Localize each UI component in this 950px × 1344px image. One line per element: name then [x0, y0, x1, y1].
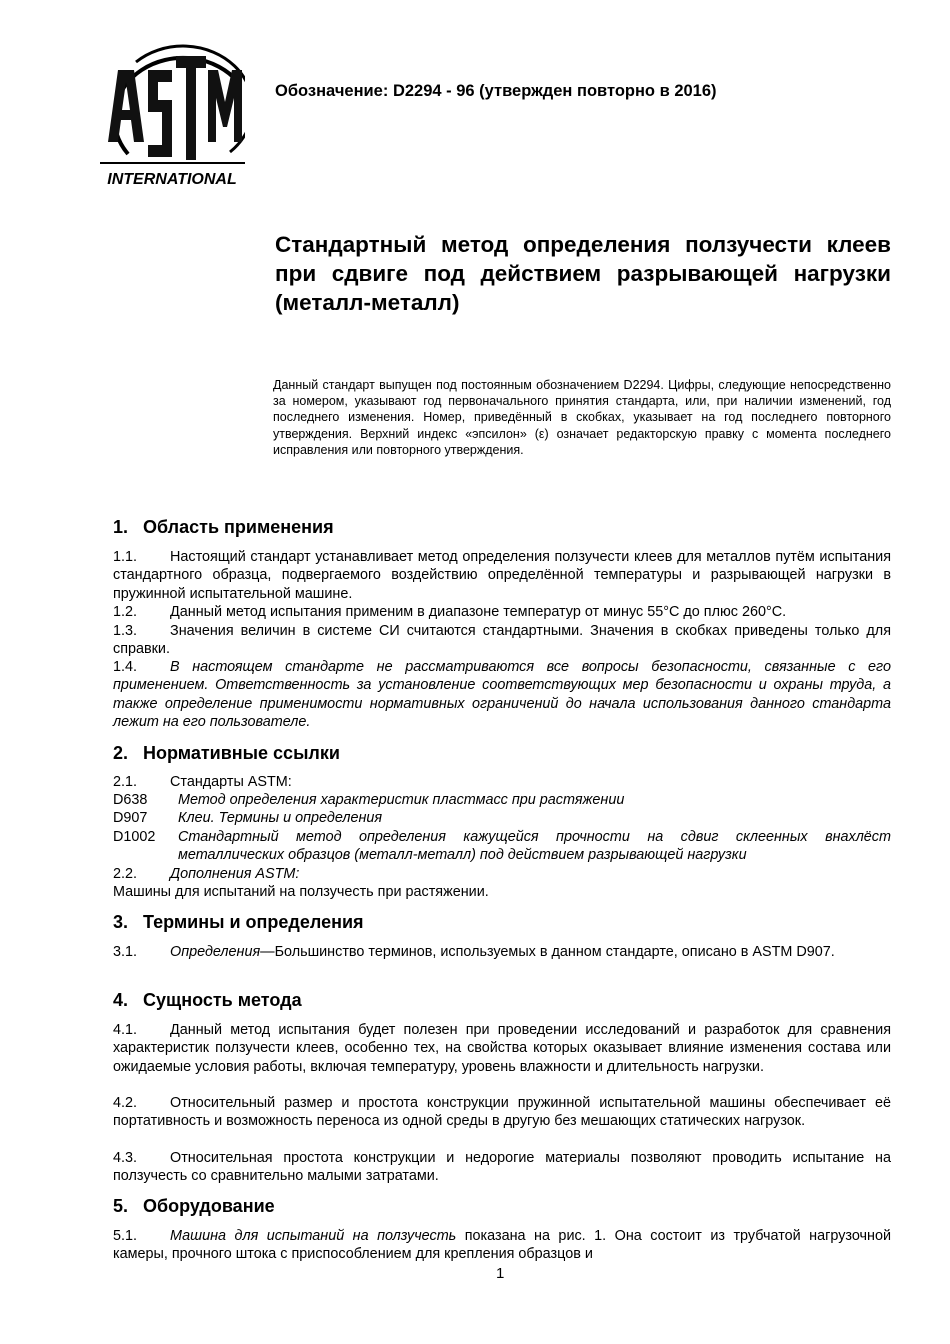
paragraph: 4.2. Относительный размер и простота конструкции пружинной испытательной машины обеспечивает её портативность и возможность переноса из одной среды в другую без мешающих статических нагрузок.: [113, 1095, 891, 1130]
paragraph: 3.1. Определения—Большинство терминов, используемых в данном стандарте, описано в ASTM D907.: [113, 944, 835, 960]
paragraph: 5.1. Машина для испытаний на ползучесть показана на рис. 1. Она состоит из трубчатой нагрузочной камеры, прочного штока с приспособлением для крепления образцов и: [113, 1228, 891, 1263]
paragraph: 2.2. Дополнения ASTM:: [113, 866, 300, 882]
paragraph: 1.3. Значения величин в системе СИ считаются стандартными. Значения в скобках приведены только для справки.: [113, 623, 891, 658]
section-heading: 4. Сущность метода: [113, 990, 302, 1010]
section-heading: 3. Термины и определения: [113, 912, 364, 932]
paragraph: 4.1. Данный метод испытания будет полезен при проведении исследований и разработок для сравнения характеристик ползучести клеев, особенно тех, на свойства которых оказывает влияние изменения состава или ожидаемые условия работы, включая температуру, уровень влажности и длительность нагрузки.: [113, 1022, 891, 1075]
designation: Обозначение: D2294 - 96 (утвержден повторно в 2016): [275, 82, 717, 100]
astm-logo: [100, 42, 245, 192]
paragraph: 2.1. Стандарты ASTM:: [113, 774, 292, 790]
section-heading: 1. Область применения: [113, 517, 334, 537]
intro-note: Данный стандарт выпущен под постоянным обозначением D2294. Цифры, следующие непосредственно за номером, указывают год первоначального принятия стандарта, или, при наличии изменений, год последнего изменения. Номер, приведённый в скобках, указывает на год последнего повторного утверждения. Верхний индекс «эпсилон» (ε) означает редакторскую правку с момента последнего исправления или повторного утверждения.: [273, 378, 891, 457]
paragraph: Машины для испытаний на ползучесть при растяжении.: [113, 884, 489, 900]
paragraph: 4.3. Относительная простота конструкции и недорогие материалы позволяют проводить испытание на ползучесть со сравнительно малыми затратами.: [113, 1150, 891, 1185]
paragraph: 1.4. В настоящем стандарте не рассматриваются все вопросы безопасности, связанные с его применением. Ответственность за установление соответствующих мер безопасности и охраны труда, а также определение применимости нормативных ограничений до начала использования данного стандарта лежит на его пользователе.: [113, 659, 891, 731]
section-heading: 2. Нормативные ссылки: [113, 743, 340, 763]
section-heading: 5. Оборудование: [113, 1196, 275, 1216]
paragraph: 1.2. Данный метод испытания применим в диапазоне температур от минус 55°С до плюс 260°С.: [113, 604, 787, 620]
logo-text: INTERNATIONAL: [107, 171, 237, 188]
reference-item: D1002 Стандартный метод определения кажущейся прочности на сдвиг склеенных внахлёст металлических образцов (металл-металл) под действием разрывающей нагрузки: [113, 829, 891, 864]
document-title: Стандартный метод определения ползучести клеев при сдвиге под действием разрывающей нагрузки (металл-металл): [275, 232, 891, 315]
reference-item: D638 Метод определения характеристик пластмасс при растяжении: [113, 792, 625, 808]
page-number: 1: [496, 1265, 505, 1282]
reference-item: D907 Клеи. Термины и определения: [113, 810, 383, 826]
paragraph: 1.1. Настоящий стандарт устанавливает метод определения ползучести клеев для металлов путём испытания стандартного образца, подвергаемого воздействию определённой температуры и разрывающей нагрузки в пружинной испытательной машине.: [113, 549, 891, 602]
